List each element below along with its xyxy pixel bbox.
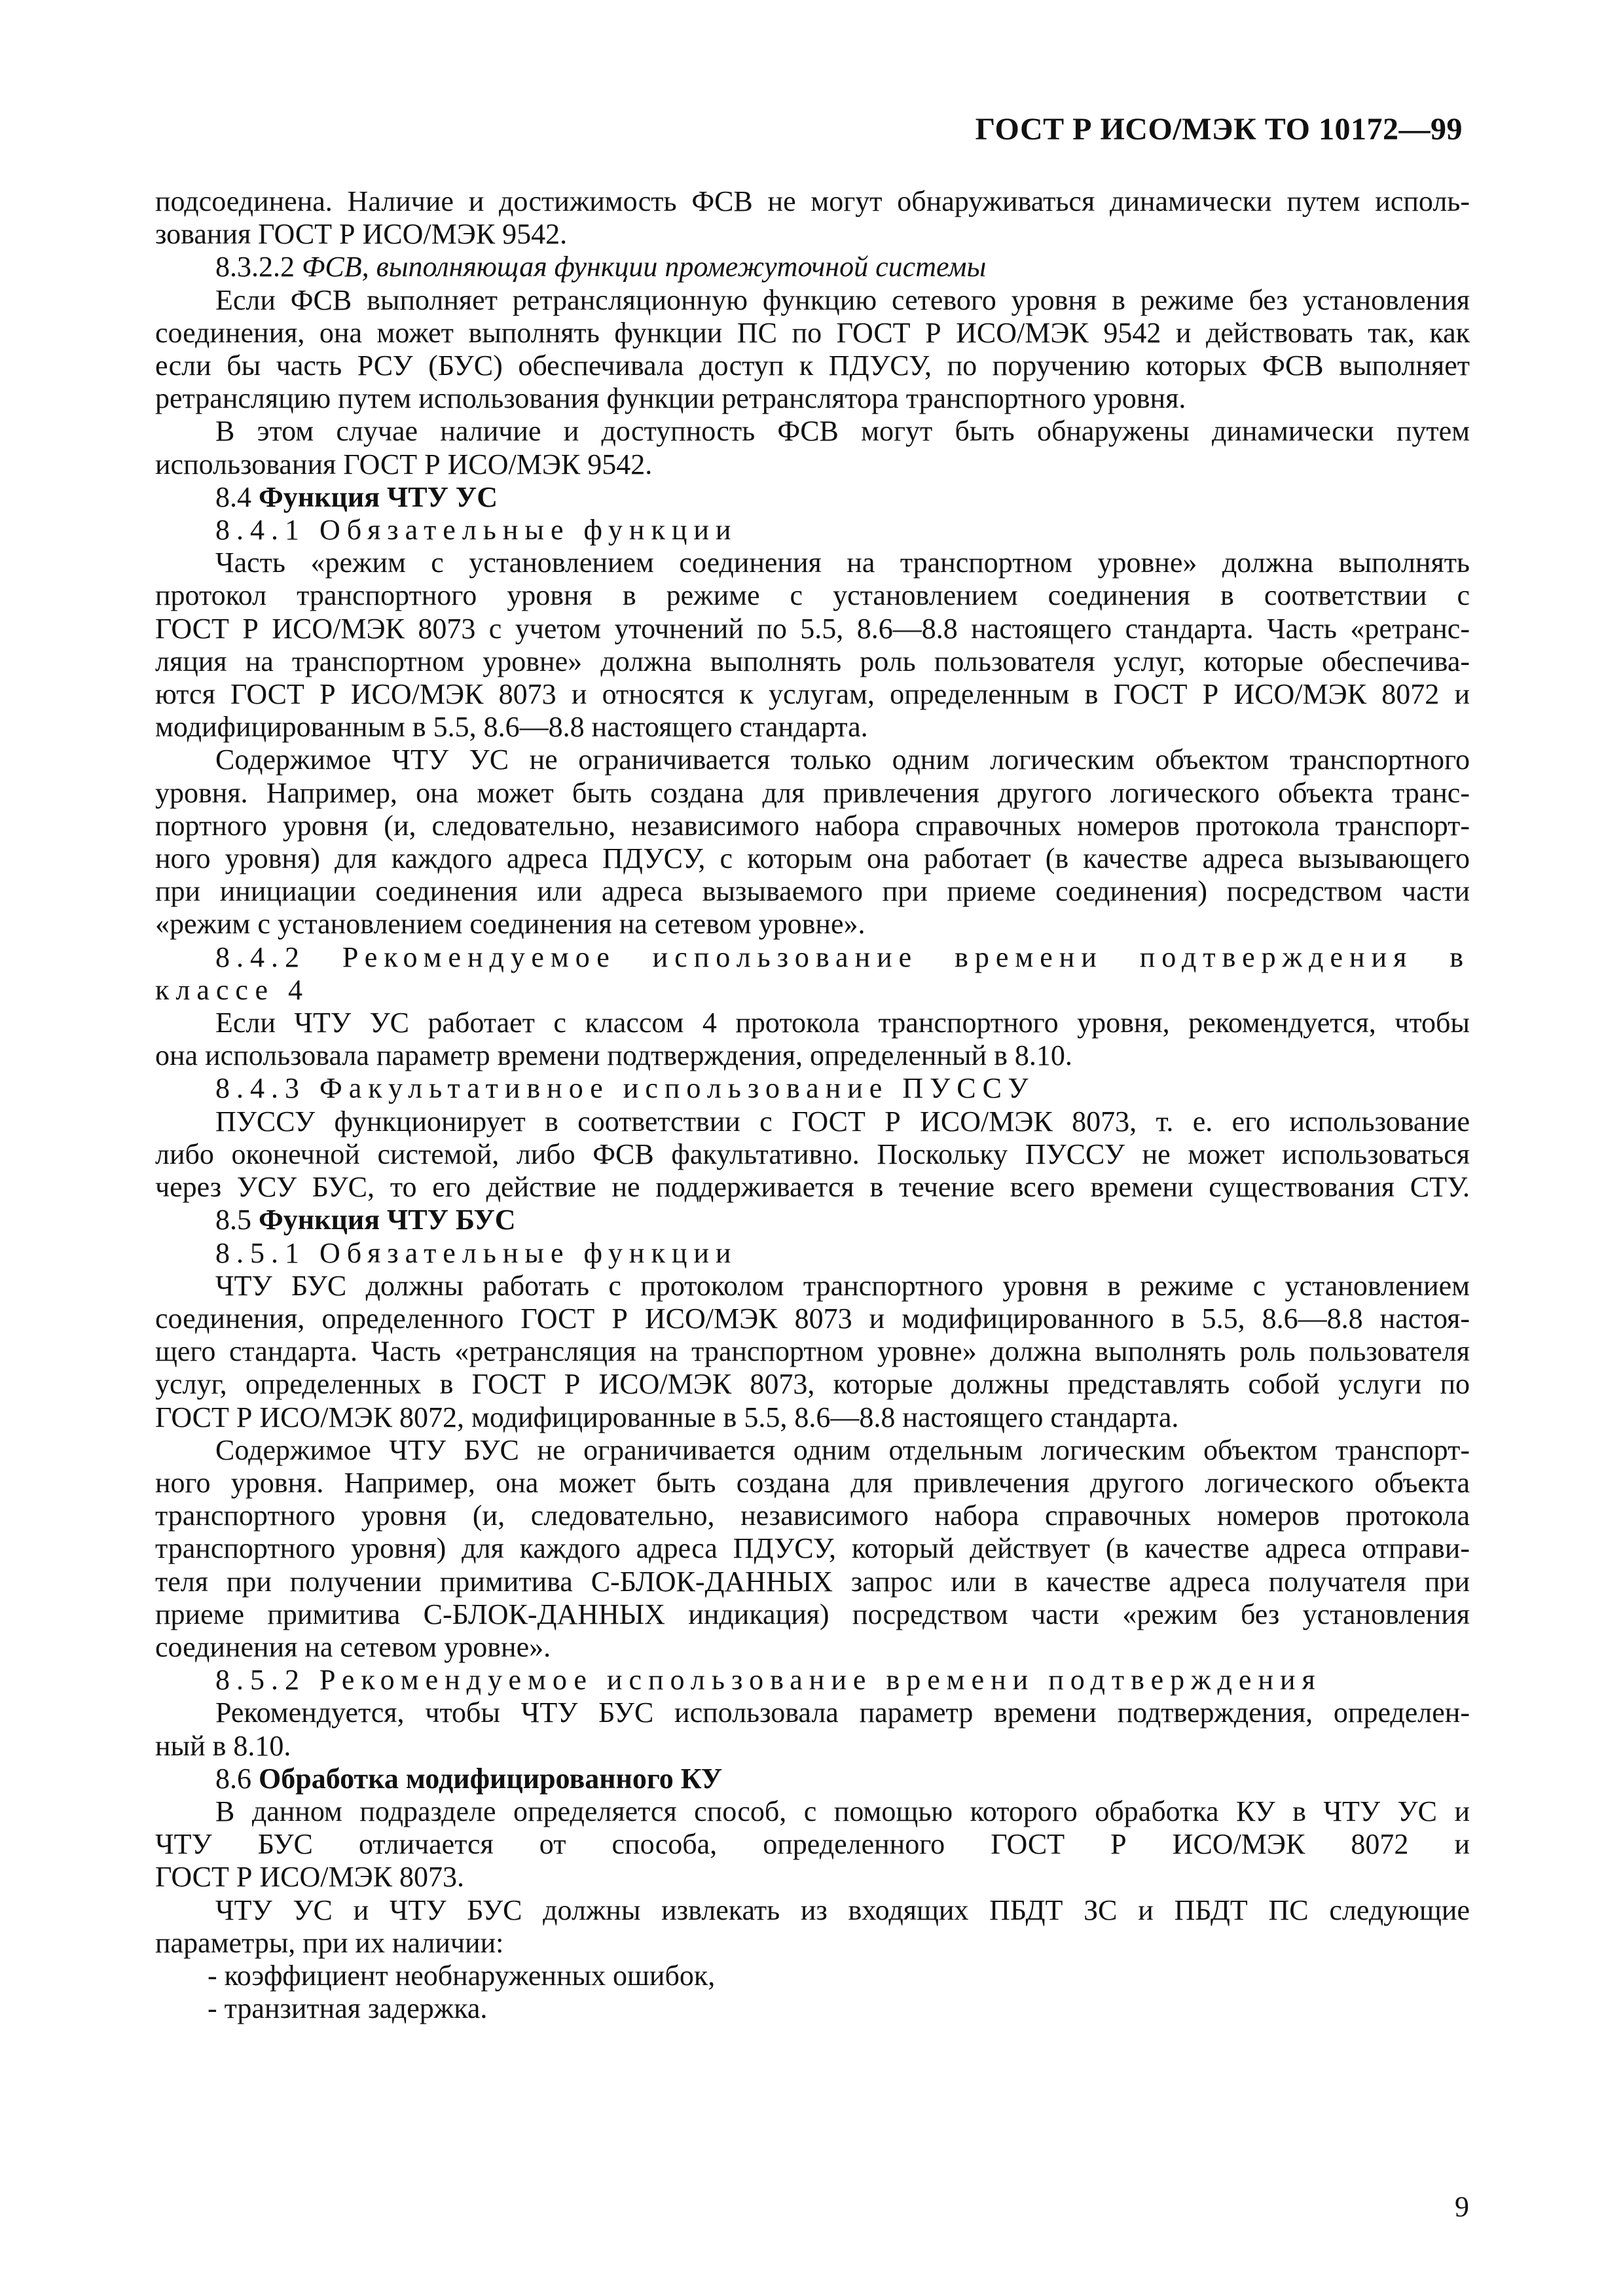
section-title: Обработка модифицированного КУ	[259, 1762, 723, 1795]
section-heading	[155, 1204, 1470, 1236]
text-line: ный в 8.10.	[155, 1729, 291, 1762]
text-line: Содержимое ЧТУ БУС не ограничивается одним отдельным логическим объектом транспорт-	[215, 1433, 1470, 1466]
subsection-heading: 8.5.2 Рекомендуемое использование времени подтверждения	[215, 1664, 1322, 1696]
text-line: подсоединена. Наличие и достижимость ФСВ не могут обнаруживаться динамически путем исполь-	[155, 185, 1470, 217]
list-item: - транзитная задержка.	[208, 1992, 488, 2025]
subsection-heading: 8.4.2 Рекомендуемое использование времени подтверждения в	[215, 941, 1470, 973]
text-line: щего стандарта. Часть «ретрансляция на транспортном уровне» должна выполнять роль пользователя	[155, 1335, 1470, 1368]
section-number: 8.5	[215, 1204, 251, 1236]
text-line: модифицированным в 5.5, 8.6—8.8 настоящего стандарта.	[155, 711, 868, 744]
text-line: ГОСТ Р ИСО/МЭК 8073.	[155, 1861, 464, 1893]
section-title: ФСВ, выполняющая функции промежуточной системы	[302, 251, 987, 283]
text-line: ются ГОСТ Р ИСО/МЭК 8073 и относятся к услугам, определенным в ГОСТ Р ИСО/МЭК 8072 и	[155, 678, 1470, 711]
section-number: 8.6	[215, 1762, 251, 1795]
text-line: ЧТУ БУС отличается от способа, определенного ГОСТ Р ИСО/МЭК 8072 и	[155, 1828, 1470, 1861]
page-header: ГОСТ Р ИСО/МЭК ТО 10172—99	[975, 112, 1463, 147]
subsection-heading: 8.5.1 Обязательные функции	[215, 1236, 738, 1269]
text-line: теля при получении примитива С-БЛОК-ДАННЫХ запрос или в качестве адреса получателя при	[155, 1565, 1470, 1598]
text-line: услуг, определенных в ГОСТ Р ИСО/МЭК 8073, которые должны представлять собой услуги по	[155, 1368, 1470, 1401]
section-number: 8.3.2.2	[215, 251, 295, 283]
text-line: использования ГОСТ Р ИСО/МЭК 9542.	[155, 448, 653, 480]
section-title: Функция ЧТУ БУС	[259, 1204, 516, 1236]
text-line: Если ФСВ выполняет ретрансляционную функцию сетевого уровня в режиме без установления	[215, 283, 1470, 316]
page-number: 9	[1455, 2191, 1469, 2223]
text-line: ЧТУ УС и ЧТУ БУС должны извлекать из входящих ПБДТ ЗС и ПБДТ ПС следующие	[215, 1893, 1470, 1926]
text-line: приеме примитива С-БЛОК-ДАННЫХ индикация) посредством части «режим без установления	[155, 1598, 1470, 1630]
text-line: ПУССУ функционирует в соответствии с ГОСТ Р ИСО/МЭК 8073, т. е. его использование	[215, 1105, 1470, 1138]
text-line: она использовала параметр времени подтверждения, определенный в 8.10.	[155, 1039, 1072, 1072]
text-line: ляция на транспортном уровне» должна выполнять роль пользователя услуг, которые обеспечива-	[155, 645, 1470, 677]
text-line: ного уровня) для каждого адреса ПДУСУ, с которым она работает (в качестве адреса вызывающего	[155, 842, 1470, 875]
subsection-heading: классе 4	[155, 973, 309, 1006]
text-line: при инициации соединения или адреса вызываемого при приеме соединения) посредством части	[155, 875, 1470, 908]
subsection-heading: 8.4.3 Факультативное использование ПУССУ	[215, 1072, 1035, 1105]
text-line: уровня. Например, она может быть создана для привлечения другого логического объекта транс-	[155, 776, 1470, 809]
section-heading	[155, 481, 1470, 514]
text-line: соединения на сетевом уровне».	[155, 1630, 551, 1663]
section-heading	[155, 1763, 1470, 1795]
text-line: через УСУ БУС, то его действие не поддерживается в течение всего времени существования СТУ.	[155, 1171, 1470, 1204]
text-line: портного уровня (и, следовательно, независимого набора справочных номеров протокола транспорт-	[155, 809, 1470, 842]
text-line: Часть «режим с установлением соединения на транспортном уровне» должна выполнять	[215, 547, 1470, 579]
text-line: ЧТУ БУС должны работать с протоколом транспортного уровня в режиме с установлением	[215, 1269, 1470, 1302]
text-line: протокол транспортного уровня в режиме с установлением соединения в соответствии с	[155, 579, 1470, 612]
text-line: ретрансляцию путем использования функции ретранслятора транспортного уровня.	[155, 382, 1186, 415]
text-line: Рекомендуется, чтобы ЧТУ БУС использовала параметр времени подтверждения, определен-	[215, 1696, 1470, 1729]
text-line: ного уровня. Например, она может быть создана для привлечения другого логического объекта	[155, 1466, 1470, 1499]
text-line: Содержимое ЧТУ УС не ограничивается только одним логическим объектом транспортного	[215, 744, 1470, 776]
section-title: Функция ЧТУ УС	[259, 480, 498, 513]
text-line: «режим с установлением соединения на сетевом уровне».	[155, 908, 866, 941]
subsection-heading	[155, 251, 1470, 283]
text-line: транспортного уровня (и, следовательно, независимого набора справочных номеров протокола	[155, 1499, 1470, 1532]
text-line: В этом случае наличие и доступность ФСВ могут быть обнаружены динамически путем	[215, 415, 1470, 448]
text-line: Если ЧТУ УС работает с классом 4 протокола транспортного уровня, рекомендуется, чтобы	[215, 1007, 1470, 1039]
section-number: 8.4	[215, 480, 251, 513]
text-line: если бы часть РСУ (БУС) обеспечивала доступ к ПДУСУ, по поручению которых ФСВ выполняет	[155, 350, 1470, 382]
text-line: транспортного уровня) для каждого адреса ПДУСУ, который действует (в качестве адреса отправи-	[155, 1532, 1470, 1565]
text-line: соединения, определенного ГОСТ Р ИСО/МЭК 8073 и модифицированного в 5.5, 8.6—8.8 настоя-	[155, 1302, 1470, 1335]
text-line: параметры, при их наличии:	[155, 1926, 504, 1959]
text-line: ГОСТ Р ИСО/МЭК 8072, модифицированные в 5.5, 8.6—8.8 настоящего стандарта.	[155, 1401, 1179, 1433]
text-line: зования ГОСТ Р ИСО/МЭК 9542.	[155, 218, 568, 251]
text-line: соединения, она может выполнять функции ПС по ГОСТ Р ИСО/МЭК 9542 и действовать так, как	[155, 316, 1470, 349]
subsection-heading: 8.4.1 Обязательные функции	[215, 514, 738, 547]
text-line: ГОСТ Р ИСО/МЭК 8073 с учетом уточнений по 5.5, 8.6—8.8 настоящего стандарта. Часть «ретранс-	[155, 612, 1470, 645]
text-line: В данном подразделе определяется способ, с помощью которого обработка КУ в ЧТУ УС и	[215, 1795, 1470, 1827]
document-body	[155, 185, 1470, 2025]
list-item: - коэффициент необнаруженных ошибок,	[208, 1959, 716, 1992]
text-line: либо оконечной системой, либо ФСВ факультативно. Поскольку ПУССУ не может использоваться	[155, 1138, 1470, 1170]
